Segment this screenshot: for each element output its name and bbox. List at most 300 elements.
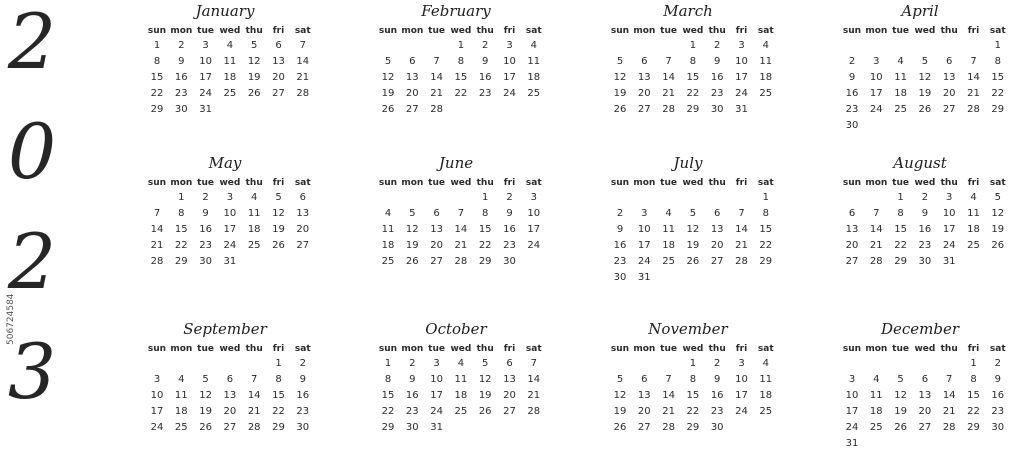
day-cell: 2 [848, 56, 856, 67]
day-cell: 22 [967, 406, 980, 417]
day-cell: 4 [970, 192, 977, 203]
month-june [376, 152, 542, 302]
year-digit: 2 [7, 217, 57, 306]
day-cell: 6 [433, 208, 440, 219]
day-cell: 16 [174, 72, 188, 83]
month-may [145, 152, 311, 302]
day-cell: 9 [506, 208, 513, 219]
day-cell: 20 [637, 88, 651, 99]
day-cell: 5 [482, 358, 489, 369]
day-cell: 1 [970, 358, 977, 369]
day-cell: 18 [527, 72, 541, 83]
day-cell: 27 [223, 422, 237, 433]
day-cell: 10 [735, 56, 748, 67]
day-cell: 8 [689, 374, 697, 385]
month-november [608, 318, 774, 468]
day-cell: 31 [845, 438, 859, 449]
month-october [376, 318, 542, 468]
day-cell: 31 [223, 256, 237, 267]
weekday-label: mon [865, 26, 888, 36]
day-grid [840, 38, 1008, 138]
day-cell: 3 [226, 192, 234, 203]
weekday-label: wed [450, 344, 472, 354]
weekday-label: thu [245, 178, 263, 188]
day-cell: 5 [251, 40, 258, 51]
day-grid [376, 190, 544, 290]
day-cell: 6 [226, 374, 234, 385]
day-cell: 30 [174, 104, 188, 115]
day-cell: 21 [735, 240, 748, 251]
weekday-label: mon [401, 344, 424, 354]
day-cell: 26 [686, 256, 700, 267]
day-cell: 19 [478, 390, 492, 401]
day-cell: 23 [478, 88, 492, 99]
weekday-label: sun [378, 344, 398, 354]
day-cell: 2 [202, 192, 209, 203]
weekday-label: fri [967, 178, 980, 188]
day-cell: 27 [296, 240, 310, 251]
day-cell: 11 [247, 208, 261, 219]
day-cell: 12 [918, 72, 932, 83]
day-cell: 17 [869, 88, 883, 99]
day-cell: 2 [178, 40, 185, 51]
day-cell: 27 [405, 104, 419, 115]
weekday-label: wed [219, 178, 241, 188]
day-cell: 1 [178, 192, 185, 203]
day-cell: 27 [845, 256, 859, 267]
day-cell: 23 [174, 88, 188, 99]
day-grid [145, 190, 313, 290]
day-cell: 16 [478, 72, 492, 83]
day-cell: 14 [296, 56, 310, 67]
weekday-label: fri [272, 26, 285, 36]
day-cell: 15 [686, 72, 700, 83]
day-cell: 17 [735, 72, 748, 83]
day-cell: 24 [150, 422, 164, 433]
weekday-label: sat [989, 344, 1006, 354]
day-cell: 2 [506, 192, 513, 203]
day-cell: 23 [991, 406, 1005, 417]
weekday-label: fri [735, 178, 748, 188]
day-grid [145, 38, 313, 138]
day-cell: 30 [991, 422, 1005, 433]
day-cell: 25 [967, 240, 980, 251]
day-cell: 23 [503, 240, 516, 251]
day-cell: 7 [457, 208, 465, 219]
day-cell: 11 [174, 390, 188, 401]
day-cell: 6 [641, 56, 648, 67]
day-cell: 7 [153, 208, 161, 219]
day-cell: 8 [897, 208, 904, 219]
day-cell: 4 [762, 358, 769, 369]
day-cell: 15 [894, 224, 907, 235]
day-cell: 28 [247, 422, 261, 433]
day-cell: 28 [662, 104, 675, 115]
weekday-label: sun [147, 26, 167, 36]
day-cell: 4 [384, 208, 392, 219]
day-cell: 17 [199, 72, 212, 83]
day-cell: 20 [918, 406, 932, 417]
day-cell: 25 [527, 88, 541, 99]
day-cell: 7 [433, 56, 440, 67]
weekday-label: sun [147, 344, 167, 354]
weekday-label: sat [525, 178, 542, 188]
day-cell: 21 [662, 88, 675, 99]
weekday-label: wed [219, 26, 241, 36]
weekday-header [145, 176, 313, 190]
day-cell: 13 [942, 72, 956, 83]
day-cell: 20 [942, 88, 956, 99]
day-cell: 28 [662, 422, 675, 433]
day-grid [376, 356, 544, 456]
month-february [376, 0, 542, 150]
day-cell: 29 [174, 256, 188, 267]
weekday-label: sat [294, 26, 311, 36]
day-cell: 14 [662, 72, 675, 83]
weekday-label: thu [940, 344, 958, 354]
day-cell: 19 [272, 224, 285, 235]
weekday-label: mon [170, 344, 193, 354]
day-cell: 4 [226, 40, 234, 51]
month-name: November [648, 320, 728, 338]
month-december [840, 318, 1006, 468]
day-cell: 20 [503, 390, 516, 401]
weekday-header [376, 24, 544, 38]
weekday-label: tue [892, 26, 909, 36]
weekday-label: mon [401, 178, 424, 188]
day-cell: 9 [714, 56, 721, 67]
day-cell: 22 [894, 240, 907, 251]
day-grid [608, 38, 776, 138]
day-cell: 23 [405, 406, 419, 417]
day-cell: 12 [613, 390, 627, 401]
day-cell: 2 [714, 40, 721, 51]
weekday-label: sun [378, 178, 398, 188]
day-cell: 18 [869, 406, 883, 417]
day-cell: 21 [869, 240, 883, 251]
side-id-text: 506724584 [6, 293, 16, 345]
day-cell: 23 [613, 256, 627, 267]
day-cell: 6 [506, 358, 513, 369]
day-cell: 30 [296, 422, 310, 433]
day-cell: 2 [299, 358, 306, 369]
day-cell: 7 [665, 374, 672, 385]
day-cell: 23 [296, 406, 310, 417]
day-cell: 9 [202, 208, 209, 219]
day-cell: 30 [405, 422, 419, 433]
weekday-label: wed [450, 26, 472, 36]
day-cell: 18 [662, 240, 675, 251]
day-cell: 24 [503, 88, 516, 99]
weekday-label: wed [914, 26, 936, 36]
day-cell: 16 [845, 88, 859, 99]
day-cell: 1 [762, 192, 769, 203]
day-cell: 16 [613, 240, 627, 251]
day-cell: 18 [223, 72, 237, 83]
day-cell: 17 [223, 224, 237, 235]
day-cell: 27 [503, 406, 516, 417]
weekday-label: sat [294, 178, 311, 188]
year-digit: 2 [7, 0, 57, 86]
day-cell: 15 [272, 390, 285, 401]
day-cell: 11 [869, 390, 883, 401]
day-cell: 6 [946, 56, 953, 67]
day-cell: 4 [762, 40, 769, 51]
day-cell: 19 [613, 406, 627, 417]
day-cell: 10 [199, 56, 212, 67]
day-cell: 2 [714, 358, 721, 369]
day-cell: 12 [405, 224, 419, 235]
day-cell: 26 [894, 422, 907, 433]
day-cell: 20 [845, 240, 859, 251]
day-cell: 14 [942, 390, 956, 401]
day-cell: 12 [686, 224, 700, 235]
day-cell: 18 [759, 72, 773, 83]
day-cell: 1 [153, 40, 161, 51]
day-cell: 1 [275, 358, 282, 369]
day-cell: 29 [478, 256, 492, 267]
day-cell: 23 [199, 240, 212, 251]
day-cell: 11 [967, 208, 980, 219]
day-cell: 14 [527, 374, 541, 385]
day-cell: 8 [275, 374, 282, 385]
day-grid [840, 190, 1008, 290]
weekday-label: tue [197, 26, 214, 36]
day-cell: 29 [686, 104, 700, 115]
day-cell: 24 [735, 88, 748, 99]
weekday-header [608, 342, 776, 356]
day-cell: 3 [738, 40, 745, 51]
day-cell: 18 [759, 390, 773, 401]
day-cell: 22 [991, 88, 1005, 99]
day-cell: 1 [994, 40, 1001, 51]
day-cell: 21 [527, 390, 541, 401]
day-cell: 31 [637, 272, 651, 283]
day-cell: 10 [527, 208, 541, 219]
day-cell: 28 [527, 406, 541, 417]
day-cell: 8 [762, 208, 769, 219]
day-cell: 28 [454, 256, 468, 267]
day-cell: 22 [686, 88, 700, 99]
day-cell: 10 [942, 208, 956, 219]
day-cell: 5 [921, 56, 929, 67]
weekday-label: sun [842, 26, 862, 36]
year-digit: 0 [7, 107, 57, 196]
day-cell: 21 [454, 240, 468, 251]
weekday-header [840, 176, 1008, 190]
day-cell: 26 [272, 240, 285, 251]
day-cell: 7 [251, 374, 258, 385]
weekday-label: thu [708, 26, 726, 36]
weekday-label: thu [708, 344, 726, 354]
weekday-label: mon [170, 26, 193, 36]
day-cell: 10 [869, 72, 883, 83]
day-cell: 15 [174, 224, 188, 235]
month-name: March [663, 2, 713, 20]
day-cell: 30 [503, 256, 516, 267]
weekday-header [840, 24, 1008, 38]
day-cell: 21 [942, 406, 956, 417]
day-cell: 11 [223, 56, 237, 67]
day-cell: 24 [845, 422, 859, 433]
weekday-label: sun [147, 178, 167, 188]
day-cell: 17 [845, 406, 859, 417]
day-cell: 25 [662, 256, 675, 267]
day-cell: 3 [530, 192, 537, 203]
day-cell: 7 [738, 208, 745, 219]
day-cell: 20 [296, 224, 310, 235]
day-cell: 15 [454, 72, 468, 83]
weekday-label: thu [476, 178, 494, 188]
weekday-label: thu [245, 344, 263, 354]
weekday-label: sun [842, 178, 862, 188]
day-cell: 12 [199, 390, 212, 401]
month-name: August [893, 154, 947, 172]
day-cell: 22 [150, 88, 164, 99]
weekday-label: thu [476, 344, 494, 354]
weekday-header [840, 342, 1008, 356]
day-cell: 22 [454, 88, 468, 99]
year-digit: 3 [7, 327, 57, 416]
day-cell: 16 [710, 390, 724, 401]
day-cell: 20 [223, 406, 237, 417]
day-cell: 13 [503, 374, 516, 385]
day-cell: 18 [381, 240, 395, 251]
weekday-header [145, 24, 313, 38]
day-cell: 10 [430, 374, 443, 385]
day-cell: 1 [689, 358, 697, 369]
day-cell: 4 [665, 208, 672, 219]
day-cell: 9 [848, 72, 856, 83]
weekday-label: mon [401, 26, 424, 36]
day-cell: 28 [430, 104, 443, 115]
day-cell: 13 [405, 72, 419, 83]
day-grid [376, 38, 544, 138]
month-name: December [880, 320, 960, 338]
weekday-label: wed [914, 344, 936, 354]
day-cell: 21 [296, 72, 310, 83]
day-cell: 23 [845, 104, 859, 115]
day-cell: 20 [710, 240, 724, 251]
weekday-label: sun [378, 26, 398, 36]
weekday-label: fri [272, 344, 285, 354]
weekday-label: wed [450, 178, 472, 188]
day-cell: 17 [527, 224, 541, 235]
month-name: October [425, 320, 487, 338]
month-march [608, 0, 774, 150]
day-cell: 24 [223, 240, 237, 251]
weekday-label: tue [428, 178, 445, 188]
day-cell: 10 [503, 56, 516, 67]
weekday-label: sat [525, 344, 542, 354]
day-cell: 19 [894, 406, 907, 417]
day-cell: 11 [381, 224, 395, 235]
day-cell: 23 [710, 406, 724, 417]
day-cell: 27 [637, 422, 651, 433]
day-cell: 15 [759, 224, 773, 235]
day-cell: 31 [430, 422, 443, 433]
weekday-label: wed [682, 178, 704, 188]
day-cell: 27 [918, 422, 932, 433]
day-cell: 25 [223, 88, 237, 99]
day-grid [840, 356, 1008, 456]
day-cell: 5 [384, 56, 392, 67]
day-cell: 3 [153, 374, 161, 385]
weekday-label: mon [865, 344, 888, 354]
day-cell: 5 [616, 374, 624, 385]
day-cell: 25 [869, 422, 883, 433]
day-cell: 13 [272, 56, 285, 67]
day-cell: 30 [199, 256, 212, 267]
day-cell: 18 [454, 390, 468, 401]
weekday-label: mon [633, 26, 656, 36]
day-cell: 24 [735, 406, 748, 417]
day-cell: 8 [384, 374, 392, 385]
month-name: July [673, 154, 703, 172]
day-cell: 21 [150, 240, 164, 251]
day-cell: 22 [272, 406, 285, 417]
weekday-label: thu [940, 178, 958, 188]
weekday-label: fri [272, 178, 285, 188]
day-cell: 4 [873, 374, 880, 385]
weekday-label: fri [735, 26, 748, 36]
day-cell: 14 [150, 224, 164, 235]
day-cell: 10 [150, 390, 164, 401]
weekday-label: sun [610, 26, 630, 36]
day-cell: 7 [873, 208, 880, 219]
day-cell: 4 [178, 374, 185, 385]
day-cell: 11 [759, 56, 773, 67]
day-cell: 12 [991, 208, 1005, 219]
day-cell: 19 [405, 240, 419, 251]
day-cell: 20 [637, 406, 651, 417]
day-cell: 26 [991, 240, 1005, 251]
day-cell: 13 [918, 390, 932, 401]
month-name: April [901, 2, 939, 20]
weekday-label: sat [757, 344, 774, 354]
weekday-label: tue [660, 26, 677, 36]
day-cell: 29 [150, 104, 164, 115]
day-cell: 5 [409, 208, 416, 219]
day-cell: 15 [967, 390, 980, 401]
day-cell: 19 [686, 240, 700, 251]
day-cell: 28 [296, 88, 310, 99]
day-cell: 25 [894, 104, 907, 115]
day-cell: 22 [381, 406, 395, 417]
day-cell: 7 [970, 56, 977, 67]
weekday-label: mon [170, 178, 193, 188]
day-cell: 20 [272, 72, 285, 83]
day-cell: 8 [457, 56, 465, 67]
weekday-label: fri [735, 344, 748, 354]
day-cell: 11 [527, 56, 541, 67]
weekday-label: sun [610, 178, 630, 188]
day-cell: 10 [735, 374, 748, 385]
day-cell: 30 [710, 104, 724, 115]
day-cell: 24 [199, 88, 212, 99]
day-cell: 16 [991, 390, 1005, 401]
day-cell: 17 [150, 406, 164, 417]
weekday-label: wed [682, 344, 704, 354]
day-cell: 8 [689, 56, 697, 67]
day-cell: 5 [202, 374, 209, 385]
day-cell: 26 [405, 256, 419, 267]
day-cell: 1 [897, 192, 904, 203]
day-cell: 6 [848, 208, 856, 219]
day-cell: 6 [641, 374, 648, 385]
day-cell: 13 [845, 224, 859, 235]
month-january [145, 0, 311, 150]
